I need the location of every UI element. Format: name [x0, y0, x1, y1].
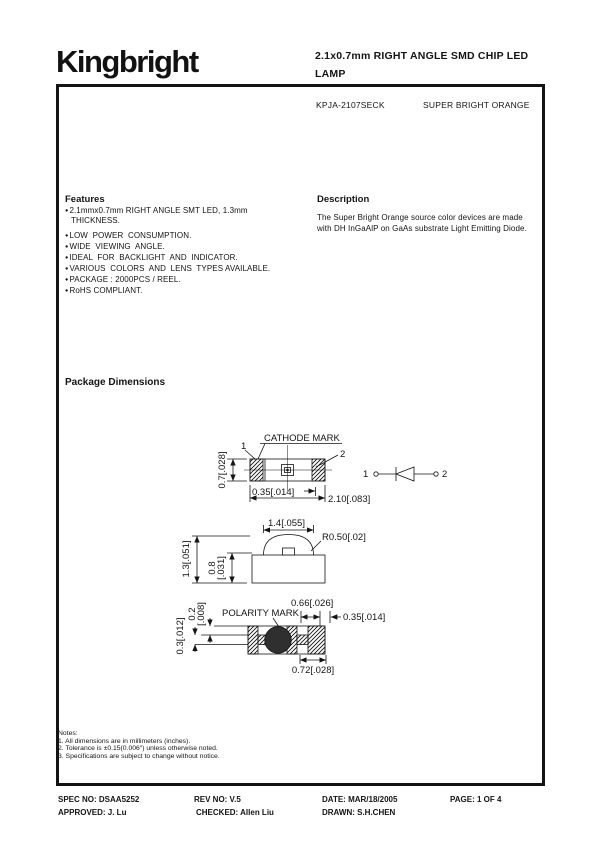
- feature-text: RoHS COMPLIANT.: [69, 286, 143, 295]
- dim-label-body-height-mm: 0.8: [207, 561, 218, 575]
- feature-text: PACKAGE : 2000PCS / REEL.: [69, 275, 181, 284]
- schematic-pin2-label: 2: [442, 469, 448, 480]
- feature-text: THICKNESS.: [71, 216, 121, 225]
- dim-label-total-height: 1.3[.051]: [181, 540, 192, 578]
- cathode-mark-leader: [258, 444, 265, 460]
- diode-triangle: [396, 467, 414, 481]
- anode-terminal-hatch: [312, 459, 325, 481]
- bullet-icon: ●: [65, 254, 69, 261]
- terminal-hatch: [308, 626, 325, 654]
- terminal-hatch: [297, 635, 308, 645]
- dim-label-length: 2.10[.083]: [328, 494, 371, 505]
- description-heading: Description: [317, 194, 370, 205]
- part-number: KPJA-2107SECK: [316, 100, 385, 110]
- polarity-mark-label: POLARITY MARK: [222, 608, 299, 619]
- schematic-terminal: [434, 472, 438, 476]
- dim-label-dome-width: 1.4[.055]: [268, 518, 305, 529]
- drawn-by: DRAWN: S.H.CHEN: [322, 808, 396, 817]
- kingbright-logo: Kingbright: [56, 44, 198, 79]
- schematic-pin1-label: 1: [363, 469, 369, 480]
- lens-notch: [283, 548, 295, 555]
- note-item: 2. Tolerance is ±0.15(0.006") unless otherwise noted.: [58, 745, 218, 752]
- feature-item: [65, 253, 238, 262]
- feature-item: [71, 216, 120, 225]
- feature-text: IDEAL FOR BACKLIGHT AND INDICATOR.: [69, 253, 238, 262]
- bullet-icon: ●: [65, 276, 69, 283]
- bullet-icon: ●: [65, 243, 69, 250]
- description-line: with DH InGaAlP on GaAs substrate Light Emitting Diode.: [317, 224, 527, 233]
- rev-no: REV NO: V.5: [194, 795, 241, 804]
- bullet-icon: ●: [65, 207, 69, 214]
- cathode-mark-label: CATHODE MARK: [264, 433, 340, 444]
- terminal-hatch: [248, 626, 258, 654]
- feature-item: [65, 231, 191, 240]
- dim-label-edge-mm: 0.2: [187, 607, 198, 621]
- bullet-icon: ●: [65, 287, 69, 294]
- cathode-mark-dot: [286, 469, 289, 472]
- polarity-mark: [265, 627, 292, 654]
- bullet-icon: ●: [65, 265, 69, 272]
- dim-label-dome-radius: R0.50[.02]: [322, 532, 366, 543]
- date: DATE: MAR/18/2005: [322, 795, 398, 804]
- dim-label-height: 0.7[.028]: [217, 451, 228, 489]
- note-item: 3. Specifications are subject to change without notice.: [58, 752, 220, 760]
- dim-label-terminal-top: 0.66[.026]: [291, 598, 334, 609]
- note-item: 1. All dimensions are in millimeters (inches).: [58, 737, 191, 745]
- schematic-terminal: [374, 472, 378, 476]
- dim-label-band: 0.3[.012]: [175, 617, 186, 655]
- spec-no: SPEC NO: DSAA5252: [58, 795, 140, 804]
- description-line: The Super Bright Orange source color devices are made: [317, 213, 523, 222]
- led-body-side-view: [252, 555, 325, 583]
- dim-label-terminal-side: 0.35[.014]: [343, 612, 386, 623]
- feature-item: [65, 242, 165, 251]
- feature-text: WIDE VIEWING ANGLE.: [69, 242, 165, 251]
- package-dimensions-drawing: [170, 430, 500, 680]
- feature-text: LOW POWER CONSUMPTION.: [69, 231, 192, 240]
- dim-label-body-height-in: [.031]: [216, 556, 227, 580]
- package-dimensions-heading: Package Dimensions: [65, 377, 166, 388]
- emitted-color: SUPER BRIGHT ORANGE: [423, 100, 530, 110]
- feature-item: [65, 286, 143, 295]
- feature-text: VARIOUS COLORS AND LENS TYPES AVAILABLE.: [69, 264, 271, 273]
- bullet-icon: ●: [65, 232, 69, 239]
- feature-item: [65, 206, 248, 215]
- pin1-leader: [245, 450, 255, 459]
- feature-item: [65, 264, 270, 273]
- features-heading: Features: [65, 194, 105, 205]
- dim-label-edge-in: [.008]: [196, 602, 207, 626]
- radius-leader: [311, 541, 321, 551]
- approved-by: APPROVED: J. Lu: [58, 808, 127, 817]
- pin2-label: 2: [340, 449, 346, 460]
- dim-label-terminal-bottom: 0.72[.028]: [291, 665, 335, 676]
- feature-text: 2.1mmx0.7mm RIGHT ANGLE SMT LED, 1.3mm: [69, 206, 248, 215]
- pin1-label: 1: [241, 441, 247, 452]
- notes-heading: Notes:: [58, 730, 78, 737]
- cathode-terminal-hatch: [250, 459, 263, 481]
- doc-title-line2: LAMP: [315, 68, 346, 80]
- doc-title-line1: 2.1x0.7mm RIGHT ANGLE SMD CHIP LED: [315, 50, 529, 62]
- page-number: PAGE: 1 OF 4: [450, 795, 502, 804]
- dim-label-cathode-band: 0.35[.014]: [252, 487, 295, 498]
- feature-item: [65, 275, 181, 284]
- checked-by: CHECKED: Allen Liu: [196, 808, 274, 817]
